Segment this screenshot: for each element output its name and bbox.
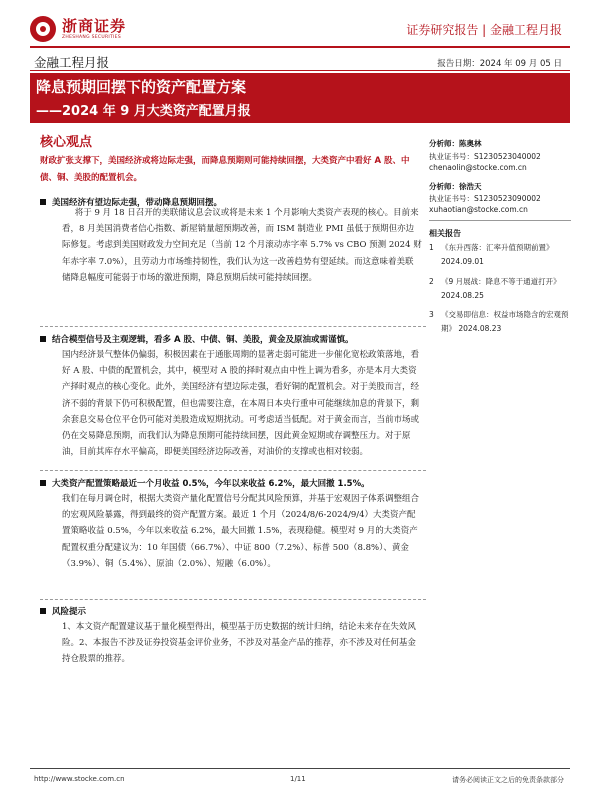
analyst-2-name: 分析师：徐浩天: [429, 182, 482, 191]
related-reports-list: [429, 241, 571, 342]
related-report-item[interactable]: [429, 308, 571, 337]
related-report-text: 《东升西落：汇率升值预期前置》 2024.09.01: [441, 243, 554, 267]
report-type-divider: [30, 70, 570, 71]
related-report-item[interactable]: [429, 275, 571, 304]
section-divider: [40, 599, 426, 600]
analyst-2-email[interactable]: xuhaotian@stocke.com.cn: [429, 205, 528, 214]
analyst-1-name: 分析师：陈奥林: [429, 139, 482, 148]
logo-mark-icon: [30, 16, 56, 42]
section-2-title-text: 结合模型信号及主观逻辑，看多 A 股、中债、铜、美股，黄金及原油或需谨慎。: [52, 335, 354, 345]
square-bullet-icon: [40, 480, 46, 486]
core-summary: 财政扩张支撑下，美国经济或将边际走强，而降息预期则可能持续回摆，大类资产中看好 A 股、中债、铜、美股的配置机会。: [40, 156, 410, 183]
related-report-text: 《9 月展战：降息不等于通道打开》 2024.08.25: [441, 276, 561, 300]
analyst-1-cert: 执业证书号：S1230523040002: [429, 152, 541, 161]
section-divider: [40, 326, 426, 327]
sidebar-divider: [429, 220, 571, 221]
section-1-title-text: 美国经济有望边际走强，带动降息预期回摆。: [52, 198, 223, 208]
analyst-2-cert: 执业证书号：S1230523090002: [429, 194, 541, 203]
related-report-number: 3: [429, 310, 434, 320]
related-report-text: 《交易即信息：权益市场隐含的宏观预期》 2024.08.23: [441, 310, 569, 334]
report-title: 降息预期回摆下的资产配置方案: [36, 78, 247, 96]
footer-website-link[interactable]: http://www.stocke.com.cn: [34, 775, 125, 783]
risk-warning-title: [40, 605, 86, 617]
section-3-title: [40, 477, 370, 489]
related-report-number: 2: [429, 276, 434, 286]
related-report-item[interactable]: [429, 241, 571, 270]
footer-divider: [30, 768, 570, 769]
section-2-body: 国内经济景气整体仍偏弱，积极因素在于通胀周期的显著走弱可能进一步催化宽松政策落地，看好 A 股、中债的配置机会，其中，模型对 A 股的择时观点由中性上调为看多，亦是本月大类资产择时观点的核心变化。此外，美国经济有望边际走强，看好铜的配置机会。对于美股而言，经济不弱的背景下仍可积极配置，但也需要注意，在本周日本央行重申可能继续加息的背景下，剩余套息交易仓位平仓仍可能对美股造成短期扰动。可考虑适当低配。对于黄金而言，当前市场或仍在交易降息预期，而我们认为降息预期可能持续回摆，因此黄金短期或存调整压力。对于原油，目前其库存水平偏高，即便美国经济边际改善，对油价的支撑或也相对较弱。: [62, 350, 420, 458]
square-bullet-icon: [40, 608, 46, 614]
logo-name: 浙商证券: [62, 16, 127, 35]
section-2-title: [40, 333, 354, 345]
related-reports-heading: 相关报告: [429, 229, 461, 238]
section-divider: [40, 470, 426, 471]
section-3-title-text: 大类资产配置策略最近一个月收益 0.5%，今年以来收益 6.2%，最大回撤 1.5%。: [52, 479, 370, 489]
logo-english-name: ZHESHANG SECURITIES: [62, 34, 121, 40]
report-type: 金融工程月报: [34, 55, 110, 70]
related-report-number: 1: [429, 243, 434, 252]
header-report-category: 证券研究报告 | 金融工程月报: [406, 23, 562, 37]
company-logo: [30, 14, 160, 44]
section-1-body: 将于 9 月 18 日召开的美联储议息会议或将是未来 1 个月影响大类资产表现的核心。目前来看，8 月美国消费者信心指数、新屋销量超预期改善，而 ISM 制造业 PMI 虽低于预期但亦边际修复。考虑到美国财政发力空间充足（当前 12 个月滚动赤字率 5.7% vs CBO 预测 2024 财年赤字率 7.0%），且劳动力市场维持韧性，我们认为这一改善趋势有望延续。而这意味着美联储降息幅度可能弱于市场的激进预期，降息预期后续可能持续回摆。: [62, 208, 422, 283]
section-3-body: 我们在每月调仓时，根据大类资产量化配置信号分配其风险预算，并基于宏观因子体系调整组合的宏观风险暴露，得到最终的资产配置方案。最近 1 个月（2024/8/6-2024/9/4）大类资产配置策略收益 0.5%，今年以来收益 6.2%，最大回撤 1.5%，表现稳健。模型对 9 月的大类资产配置权重分配建议为：10 年国债（66.7%）、中证 800（7.2%）、标普 500（8.8%）、黄金（3.9%）、铜（5.4%）、原油（2.0%）、短融（6.0%）。: [62, 494, 420, 569]
report-date: 报告日期：2024 年 09 月 05 日: [437, 59, 562, 69]
analyst-1-email[interactable]: chenaolin@stocke.com.cn: [429, 163, 527, 172]
risk-warning-title-text: 风险提示: [52, 607, 87, 617]
core-views-heading: 核心观点: [40, 135, 93, 150]
square-bullet-icon: [40, 199, 46, 205]
footer-disclaimer-note: 请务必阅读正文之后的免责条款部分: [452, 776, 564, 784]
report-subtitle: ——2024 年 9 月大类资产配置月报: [36, 104, 251, 119]
footer-page-number: 1/11: [290, 775, 306, 783]
header-divider: [30, 46, 570, 48]
risk-warning-body: 1、本文资产配置建议基于量化模型得出，模型基于历史数据的统计归纳，结论未来存在失效风险。2、本报告不涉及证券投资基金评价业务，不涉及对基金产品的推荐，亦不涉及对任何基金持仓股票的推荐。: [62, 622, 416, 665]
square-bullet-icon: [40, 336, 46, 342]
